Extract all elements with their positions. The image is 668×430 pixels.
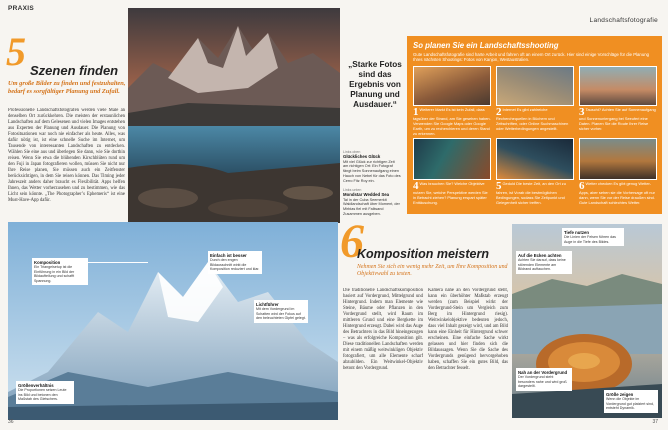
article-5-lede: Um große Bilder zu finden und festzuhalten, bedarf es sorgfältiger Planung und Zufall. xyxy=(8,80,126,95)
tip-3-text: Tauscht? Achten Sie auf Sonnenaufgang und Sonnenuntergang bei Seeuferi eine Daten. Planen Sie die Route Ihrer Reise sicher vorher. xyxy=(579,108,656,131)
tip-2-number: 2 xyxy=(496,108,502,118)
annotation-simple-text: Durch den engen Bildausschnitt wirkt die Komposition reduziert und klar. xyxy=(210,258,260,272)
annotation-composition-title: Komposition xyxy=(34,260,61,265)
tip-2-text: Internet Es gibt zahlreiche Recherchequellen in Büchern und Zeitschriften, oder Online Suchmaschinen oder Wetterbedingungen angestellt. xyxy=(496,108,569,131)
annotation-composition xyxy=(32,258,88,285)
annotation-scale-title: Größenverhältnis xyxy=(18,383,54,388)
tip-4-text: Was brauchen Sie? Welche Objektive nutzen Sie, welche Perspektive werden Sie in Betracht ziehen? Planung erspart später Enttäuschung. xyxy=(413,182,488,205)
tip-3 xyxy=(579,66,657,136)
planning-box-subtitle: Gute Landschaftsfotografie sind harte Arbeit und fahren oft an einem Ort zurück. Hier sind einige Vorschläge für die Planung Ihres nächsten Shootings: Fotos von Kanjon, Westaustralien. xyxy=(413,52,649,63)
tip-1-image xyxy=(413,66,491,106)
annotation-size xyxy=(604,390,658,413)
tip-2-image xyxy=(496,66,574,106)
annotation-corners xyxy=(516,251,572,274)
tip-3-image xyxy=(579,66,657,106)
tip-4-number: 4 xyxy=(413,182,419,192)
planning-box xyxy=(407,36,662,214)
caption-1-title: Glückliches Glück xyxy=(343,153,381,159)
section-number-5: 5 xyxy=(6,29,26,74)
mountain-lake-photo xyxy=(128,8,340,223)
annotation-depth-title: Tiefe nutzen xyxy=(564,230,589,235)
caption-2 xyxy=(343,188,401,217)
annotation-composition-text: Ein Triangelsetup ist die Einführung in ein Bild der Bildaufteilung und schafft Spannung. xyxy=(34,265,75,283)
tip-1-number: 1 xyxy=(413,108,419,118)
tip-6-number: 6 xyxy=(579,182,585,192)
section-number-6: 6 xyxy=(340,215,364,268)
caption-1-text: Mit viel Glück zur richtigen Zeit am richtigen Ort: Ein Fotograf fängt beim Sonnenaufgang einen Hauch von Nebel für das Foto des Cerro Fitz Roy ein. xyxy=(343,159,401,183)
tip-5 xyxy=(496,138,574,212)
annotation-line-1 xyxy=(88,262,148,263)
annotation-corners-text: Achten Sie darauf, dass keine störenden Elemente am Bildrand auftauchen. xyxy=(518,258,566,272)
pull-quote: „Starke Fotos sind das Ergebnis von Planung und Ausdauer.“ xyxy=(348,60,402,109)
topic-label: Landschaftsfotografie xyxy=(589,17,658,24)
annotation-size-text: Wenn die Objekte im Vordergrund gut platziert sind, entsteht Dynamik. xyxy=(606,397,654,411)
annotation-foreground xyxy=(516,368,572,391)
tip-5-text: Geduld Die beste Zeit, an den Ort zu fahren, ist Vorab die bestmöglichen Bedingungen, sodass Sie Zeitpunkt und Gelegenheit sicher treffen. xyxy=(496,182,566,205)
tip-6-text: Wetter checken Es gibt genug Wetter-Apps, aber sehen sie die Vorhersage oft nur dann, wenn Sie vor der Reise draußen sind. Gute Landschaft schlechtes Wetter. xyxy=(579,182,655,205)
annotation-simple xyxy=(208,251,262,274)
annotation-simple-title: Einfach ist besser xyxy=(210,253,247,258)
article-6-title: Komposition meistern xyxy=(357,247,489,261)
tip-5-number: 5 xyxy=(496,182,502,192)
tip-3-number: 3 xyxy=(579,108,585,118)
annotation-scale xyxy=(16,381,74,404)
annotation-size-title: Größe zeigen xyxy=(606,392,634,397)
caption-1 xyxy=(343,150,401,184)
annotation-foreground-text: Der Vordergrund steht besonders nahe und wird groß dargestellt. xyxy=(518,375,567,389)
caption-1-label: Links oben xyxy=(343,150,361,154)
section-label: PRAXIS xyxy=(8,5,35,12)
tip-5-image xyxy=(496,138,574,180)
annotation-light-text: Mit dem Vordergrund im Schatten wird der Fokus auf den beleuchteten Gipfel gelegt. xyxy=(256,307,306,321)
planning-box-title: So planen Sie ein Landschaftsshooting xyxy=(413,41,559,50)
annotation-scale-text: Die Proportionen setzen Leute ins Bild und betonen den Maßstab des Gletschers. xyxy=(18,388,67,402)
tip-4 xyxy=(413,138,491,212)
tip-2 xyxy=(496,66,574,136)
caption-2-label: Links unten xyxy=(343,188,362,192)
annotation-foreground-title: Nah an der Vordergrund xyxy=(518,370,568,375)
page-number-right: 37 xyxy=(652,419,658,425)
annotation-corners-title: Auf die Ecken achten xyxy=(518,253,562,258)
tip-1-text: Weiterer Markt Es ist kein Zufall, dass tagsüber der Strand, am Sie gesehen haben. Verwenden Sie Google Maps oder Google Earth, um zu recherchieren und deren Stand zu erkennen. xyxy=(413,108,491,136)
article-5-title: Szenen finden xyxy=(30,63,119,78)
article-6-col-1: Die traditionelle Landschaftskomposition basiert auf Vordergrund, Mittelgrund und Hintergrund. Indem man Elemente wie Steine, Bäume oder Pflanzen in den Vordergrund stellt, wird Raum im mittleren Grund und eine Bergkette im Hintergrund erzeugt. Dabei wird das Auge des Betrachters in das Bild hineingezogen – was als erfolgreiche Komposition gilt. Diese traditionellen Landschaften werden mit einem mäßig weitwinkligen Objektiv fotografiert, um alle Elemente scharf abzubilden. Ein Weitwinkel-Objektiv betont den Vordergrund. xyxy=(343,288,423,371)
annotation-light-title: Lichtführer xyxy=(256,302,279,307)
tip-6 xyxy=(579,138,657,212)
caption-2-text: Tal in der Cuba Seemerkit Waldlandschaft über Moment, der Mirbias fiel mit Fallwand Zusammen ausgeben. xyxy=(343,197,400,216)
article-6-col-2: Kamera nahe an den Vordergrund stellt, kann ein überhöhter Maßstab erzeugt werden (zum Beispiel wirkt der Vordergrund-Stein um Vergleich zum Berg im Hintergrund riesig). Weitwinkelobjektive bedeuten jedoch, dass viel Inhalt gezeigt wird, und am Bild kann eine Einheit für Hintergrund schwer erscheinen. Eine einfache Sache wirkt gelassen und hier finden sich die Bildaussagen. Wenn Sie die Sache des Vordergrunds genügend hervorgehoben haben, schaffen Sie ein gutes Bild, das den Betrachter fesselt. xyxy=(428,288,508,371)
annotation-depth-text: Die Linien der Felsen führen das Auge in die Tiefe des Bildes. xyxy=(564,235,616,244)
article-6-lede: Nehmen Sie sich ein wenig mehr Zeit, um Ihre Komposition und Objektivwahl zu testen. xyxy=(357,264,508,278)
tip-4-image xyxy=(413,138,491,180)
article-5-body: Professionelle Landschaftsfotografen werden viele Male an denselben Ort zurückkehren. Die meisten der erstaunlichen Landschaften auf dem Gelesenen und vielen Images entstehen aus Experten der Planung und Ausdauer. Die Planung von Fotosituationen war noch nie einfacher als heute. Alles, was dafür nötig ist, ist eine schnelle Suche im Internet, um Tausende von interessanten Landschaften zu entdecken. Wählen Sie eine aus und überlegen Sie dann, wie Sie dorthin reisen. Wenn Sie etwa die blühenden Kirschblüten rund um den Fuji in Japan fotografieren wollen, müssen Sie nicht nur Ihre Reise planen, Sie müssen auch ein Zeitfenster berücksichtigen, in dem Sie reisen können. Das Timing jeder Jahreszeit anders daher braucht es Flexibilität. Apps helfen Ihnen, das Wetter vorherzusehen und zu bestimmen, wie das Licht sein könnte. „The Photographer’s Ephemeris“ ist eine Must-Have-App dafür. xyxy=(8,108,125,203)
tip-1 xyxy=(413,66,491,136)
annotation-depth xyxy=(562,228,624,246)
caption-2-title: Mondstar Wedded Sea xyxy=(343,191,390,197)
tip-6-image xyxy=(579,138,657,180)
page-number-left: 36 xyxy=(8,419,14,425)
annotation-light xyxy=(254,300,308,323)
